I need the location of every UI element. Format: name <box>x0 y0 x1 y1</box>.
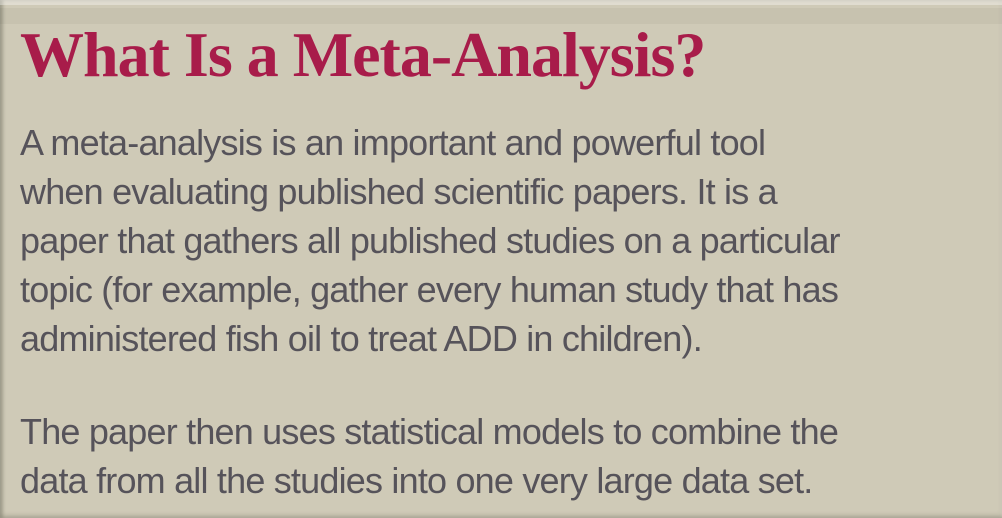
text-line: when evaluating published scientific papers. It is a <box>20 171 777 213</box>
slide-title: What Is a Meta-Analysis? <box>20 19 706 90</box>
text-line: data from all the studies into one very large data set. <box>20 460 813 502</box>
text-line: paper that gathers all published studies on a particular <box>20 220 840 262</box>
text-line: A meta-analysis is an important and powerful tool <box>20 122 766 164</box>
text-line: administered fish oil to treat ADD in children). <box>20 318 702 360</box>
body-paragraph-1 <box>20 118 982 363</box>
text-line: topic (for example, gather every human study that has <box>20 269 839 311</box>
body-paragraph-2 <box>20 407 982 505</box>
text-line: The paper then uses statistical models to combine the <box>20 411 839 453</box>
